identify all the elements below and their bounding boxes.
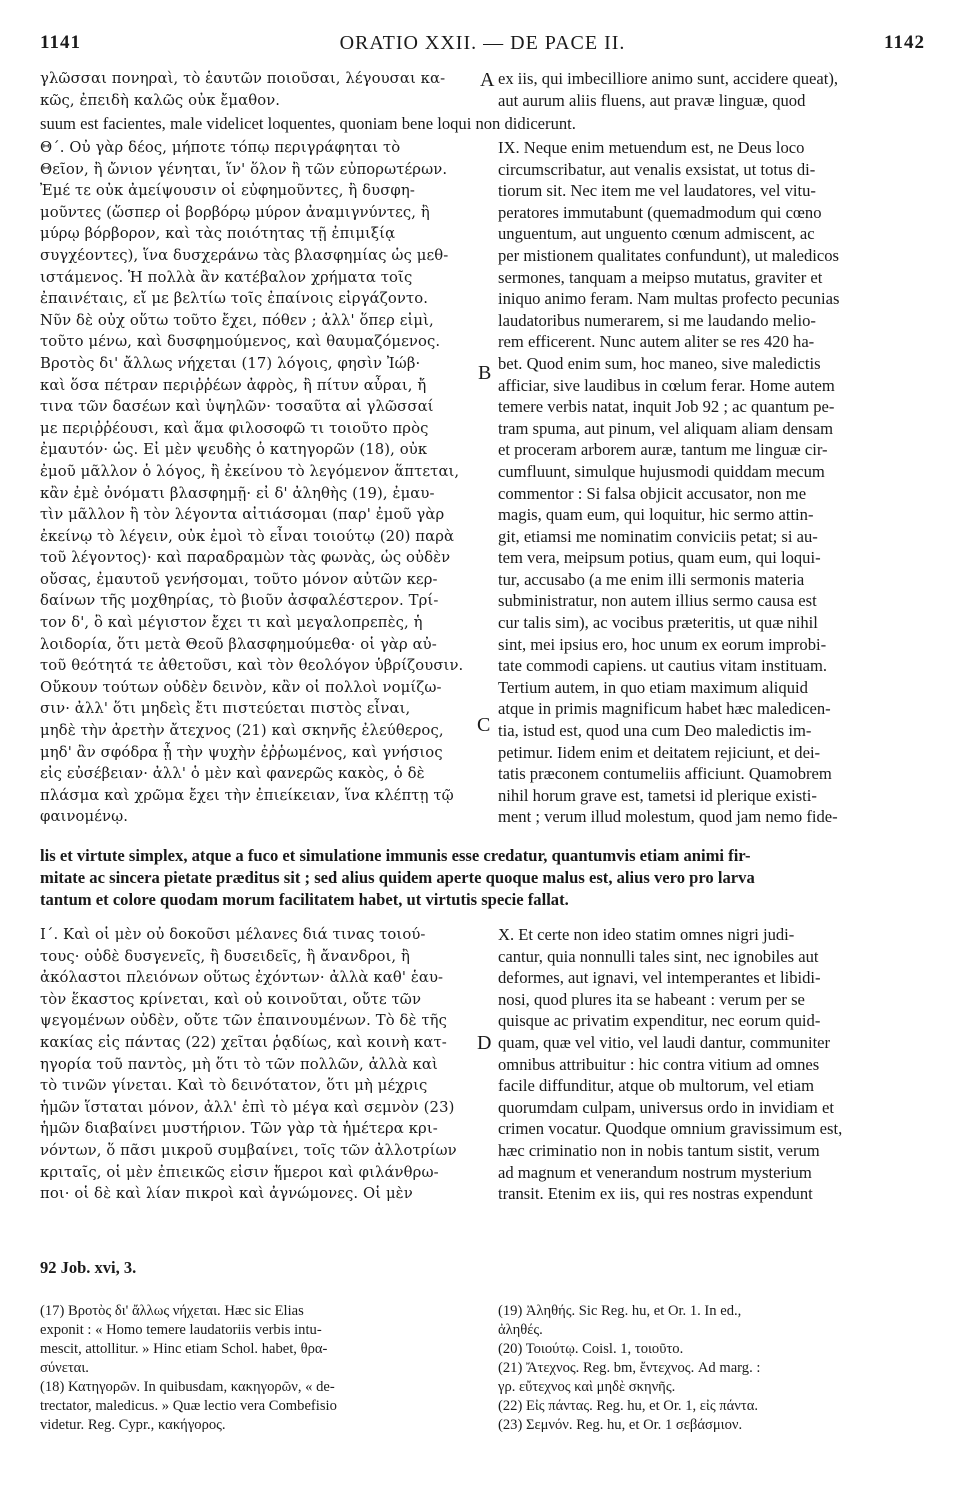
running-header [40,32,925,62]
full-width-line: mitate ac sincera pietate præditus sit ; sed alius quidem aperte quoque malus est, alius vero pro larva [40,868,755,887]
full-width-line: lis et virtute simplex, atque a fuco et simulatione immunis esse credatur, quantumvis etiam animi fir- [40,846,751,865]
latin-line: subministratur, non autem illius sermo causa est [498,591,817,611]
greek-column-main [40,137,480,837]
note-line: mescit, attollitur. » Hinc etiam Schol. habet, θρα- [40,1341,328,1357]
latin-line: et proceram arborem auræ, tantum me linguæ cir- [498,440,828,460]
full-width-line: tantum et colore quodam morum facilitatem habet, ut virtutis specie fallat. [40,890,569,909]
greek-line: τοῦτο μένω, καὶ δυσφημούμενος, καὶ θαυμαζόμενος. [40,333,441,351]
greek-line: κριταῖς, οἱ μὲν ἐπιεικῶς εἰσιν ἥμεροι καὶ φιλάνθρω- [40,1163,439,1181]
greek-line: Θ΄. Οὐ γὰρ δέος, μήποτε τόπῳ περιγράφηται τὸ [40,139,401,156]
greek-line: τοῦ θεότητά τε ἀθετοῦσι, καὶ τὸν θεολόγον ὑβρίζουσιν. [40,657,464,675]
greek-line: ηγορία τοῦ παντὸς, μὴ ὅτι τὸ τῶν πολλῶν, ἀλλὰ καὶ [40,1055,438,1073]
notes-left [40,1302,480,1452]
latin-line: laudatoribus numerarem, si me laudando melio- [498,310,816,330]
running-title: ORATIO XXII. — DE PACE II. [339,32,626,54]
latin-line: magis, quam eum, qui loquitur, hic sermo attin- [498,505,814,525]
note-line: γρ. εὔτεχνος καὶ μηδὲ σκηνῆς. [498,1379,676,1395]
greek-line: Νῦν δὲ οὐχ οὕτω τοῦτο ἔχει, πόθεν ; ἀλλ' ὅπερ εἰμὶ, [40,311,434,329]
latin-line: unguentum, aut unguento cœnum admiscent, ac [498,224,815,244]
greek-line: ἐπαινέταις, εἴ με βελτίω τοῖς ἐπαίνοις εἰργάζοντο. [40,290,429,308]
greek-line: καὶ ὅσα πέτραν περιῤῥέων ἀφρὸς, ἢ πίτυν αὖραι, ἤ [40,376,427,394]
latin-line: transit. Etenim ex iis, qui res nostras expendunt [498,1184,813,1204]
latin-line: sint, mei ipsius ero, hoc unum ex eorum improbi- [498,634,827,654]
latin-line: tem vera, meipsum potius, quam eum, qui loqui- [498,548,821,568]
section-marker-b: B [478,362,492,384]
greek-line: κῶς, ἐπειδὴ καλῶς οὐκ ἔμαθον. [40,91,281,109]
latin-column-lower [498,924,935,1214]
greek-column-top [40,68,475,111]
latin-line: cantur, quia nonnulli tales sint, nec ignobiles aut [498,946,819,966]
greek-line: ἡμῶν διαβαίνει μυστήριον. Τῶν γὰρ τὰ ἡμέτερα κρι- [40,1120,438,1138]
page-number-right: 1142 [884,32,925,53]
latin-line: quam, quæ vel vitio, vel laudi dantur, communiter [498,1032,831,1052]
latin-line: IX. Neque enim metuendum est, ne Deus loco [498,138,805,157]
latin-line: git, etiamsi me nominatim conviciis petat; si au- [498,526,818,546]
greek-line: ἐκείνῳ τὸ λέγειν, οὐκ ἐμοὶ τὸ εἶναι τοιούτῳ (20) παρὰ [40,527,455,545]
latin-line: tur, accusabo (a me enim illi sermonis materia [498,569,805,589]
latin-line: afficiar, sive laudibus in cœlum ferar. Home autem [498,375,835,395]
note-line: ἀληθές. [498,1322,543,1338]
greek-line: Ἐμέ τε οὐκ ἀμείψουσιν οἱ εὐφημοῦντες, ἢ δυσφη- [40,182,415,200]
greek-line: Βροτὸς δι' ἄλλως νήχεται (17) λόγοις, φησὶν Ἰώβ· [40,354,421,372]
greek-line: μοῦντες (ὥσπερ οἱ βορβόρῳ μύρον ἀναμιγνύντες, ἢ [40,203,430,221]
greek-line: ψεγομένων οὐδὲν, οὔτε τῶν ἐπαινουμένων. Τὸ δὲ τῆς [40,1012,448,1030]
greek-line: Ι΄. Καὶ οἱ μὲν οὐ δοκοῦσι μέλανες διά τινας τοιού- [40,926,426,943]
greek-line: γλῶσσαι πονηραὶ, τὸ ἑαυτῶν ποιοῦσαι, λέγουσαι κα- [40,70,446,87]
greek-line: ἡμῶν ἵσταται μόνον, ἀλλ' ἐπὶ τὸ μέγα καὶ σεμνὸν (23) [40,1098,455,1116]
greek-line: λοιδορία, ὅτι μετὰ Θεοῦ βλασφημούμεθα· οἱ γὰρ αὐ- [40,635,437,653]
scripture-reference: 92 Job. xvi, 3. [40,1258,137,1277]
full-width-continuation [40,845,935,911]
greek-line: μηδ' ἂν σφόδρα ᾖ τὴν ψυχὴν ἐῤῥωμένος, καὶ γνήσιος [40,743,443,761]
greek-line: συγχέοντες), ἵνα δυσχεράνω τὰς βλασφημίας ὡς μεθ- [40,246,449,264]
greek-line: κἂν ἐμὲ ὀνόματι βλασφημῇ· εἰ δ' ἀληθὴς (19), ἐμαυ- [40,484,435,502]
latin-line: cumfluunt, simulque hujusmodi quiddam mecum [498,461,825,481]
latin-line: tram spuma, aut pinum, vel aliquam aliam densam [498,418,834,438]
greek-line: οὔσας, ἐμαυτοῦ γενήσομαι, τοῦτο μόνον αὐτῶν κερ- [40,570,438,588]
latin-line: tiorum sit. Nec item me vel laudatores, vel vitu- [498,181,816,201]
page-number-left: 1141 [40,32,81,53]
greek-line: Οὔκουν τούτων οὐδὲν δεινὸν, κἂν οἱ πολλοὶ νομίζω- [40,678,442,696]
greek-line: τον δ', ὃ καὶ μέγιστον ἔχει τι καὶ μεγαλοπρεπὲς, ἡ [40,614,423,632]
greek-line: τους· οὐδὲ δυσγενεῖς, ἢ δυσειδεῖς, ἢ ἄνανδροι, ἢ [40,947,410,965]
latin-line: nosi, quod plures ita se habeant : verum per se [498,989,805,1009]
note-line: (18) Κατηγορῶν. In quibusdam, κακηγορῶν, « de- [40,1379,335,1395]
greek-line: τὶν μᾶλλον ἢ τὸν λέγοντα αἰτιάσομαι (παρ' ἐμοῦ γὰρ [40,506,445,524]
latin-line: quorumdam culpam, universus ordo in invidiam et [498,1097,834,1117]
note-line: (22) Εἰς πάντας. Reg. hu, et Or. 1, εἰς πάντα. [498,1398,759,1414]
greek-line: τὸ τινῶν γίνεται. Καὶ τὸ δεινότατον, ὅτι μὴ μέχρις [40,1077,428,1095]
section-marker-d: D [477,1032,492,1054]
latin-line: atque in primis magnificum habet hæc maledicen- [498,699,831,719]
section-marker-a: A [480,69,495,91]
latin-line: nihil horum grave est, tametsi id plerique existi- [498,785,817,805]
greek-line: τινα τῶν δασέων καὶ ὑψηλῶν· τοσαῦτα αἱ γλῶσσαί [40,398,434,416]
latin-line: rem efficerent. Nunc autem aliter se res 420 ha- [498,332,815,352]
latin-line: hæc criminatio non in nobis tantum sistit, verum [498,1140,820,1160]
greek-line: ἐμαυτόν· ὡς. Εἰ μὲν ψευδὴς ὁ κατηγορῶν (18), οὐκ [40,441,428,459]
latin-line: crimen vocatur. Quodque omnium gravissimum est, [498,1119,843,1139]
latin-line: Tertium autem, in quo etiam maximum aliquid [498,677,808,697]
note-line: exponit : « Homo temere laudatoriis verbis intu- [40,1322,322,1338]
greek-line: πλάσμα καὶ χρῶμα ἔχει τὴν ἐπιείκειαν, ἵνα κλέπτῃ τῷ [40,786,454,804]
latin-column-main [498,137,935,837]
latin-line: ad magnum et venerandum nostrum mysterium [498,1162,812,1182]
latin-line: facile diffunditur, atque ob multorum, vel etiam [498,1076,815,1096]
greek-line: τὸν ἕκαστος κρίνεται, καὶ οὐ κοινοῦται, οὔτε τῶν [40,990,422,1008]
latin-line: bet. Quod enim sum, hoc maneo, sive maledictis [498,353,821,373]
latin-line: peratores immutabunt (quemadmodum qui cœno [498,202,822,222]
greek-line: κακίας εἰς πάντας (22) χεῖται ῥᾳδίως, καὶ κοινὴ κατ- [40,1033,447,1051]
greek-line: ἀκόλαστοι πλειόνων οὕτως ἐχόντων· ἀλλὰ καθ' ἑαυ- [40,969,444,987]
latin-line: iniquo animo feram. Nam multas profecto pecunias [498,289,840,309]
latin-line: circumscribatur, aut venalis exsistat, ut totus di- [498,159,816,179]
note-line: σύνεται. [40,1360,89,1376]
greek-line: δαίνων τῆς μοχθηρίας, τὸ βιοῦν ἀσφαλέστερον. Τρί- [40,592,439,610]
greek-line: μηδὲ τὴν ἀρετὴν ἄτεχνος (21) καὶ σκηνῆς ἐλεύθερος, [40,722,444,740]
greek-line: ποι· οἱ δὲ καὶ λίαν πικροὶ καὶ ἀγνώμονες. Οἱ μὲν [40,1185,413,1203]
section-marker-c: C [477,714,491,736]
latin-line: deformes, aut ignavi, vel intemperantes et libidi- [498,968,821,988]
greek-line: Θεῖον, ἢ ὤνιον γένηται, ἵν' ὅλον ἢ τῶν εὐπορωτέρων. [40,160,448,178]
latin-line: sermones, tanquam a meipso mutatus, graviter et [498,267,823,287]
note-line: (20) Τοιούτῳ. Coisl. 1, τοιοῦτο. [498,1341,684,1357]
greek-column-lower [40,924,480,1214]
greek-line: σιν· ἀλλ' ὅτι μηδεὶς ἔτι πιστεύεται πιστὸς εἶναι, [40,700,411,718]
notes-right [498,1302,935,1452]
latin-line: commentor : Si falsa objicit accusator, non me [498,483,807,503]
latin-line: aut aurum aliis fluens, aut pravæ linguæ, quod [498,90,806,110]
note-line: (21) Ἄτεχνος. Reg. bm, ἔντεχνος. Ad marg. : [498,1360,761,1376]
greek-line: ἐμοῦ μᾶλλον ὁ λόγος, ἢ ἐκείνου τὸ λεγόμενον ἅπτεται, [40,462,460,480]
latin-column-top [498,68,935,111]
full-width-line: suum est facientes, male videlicet loquentes, quoniam bene loqui non didicerunt. [40,114,576,133]
greek-line: με περιῤῥέουσι, καὶ ἅμα φιλοσοφῶ τι τοιοῦτο πρὸς [40,419,429,437]
latin-line: per mistionem qualitates confundunt), ut maledicos [498,245,840,265]
latin-line: X. Et certe non ideo statim omnes nigri judi- [498,925,795,944]
greek-line: νόντων, ὅ πᾶσι μικροῦ συμβαίνει, τοῖς τῶν ἀλλοτρίων [40,1141,457,1159]
latin-line: ex iis, qui imbecilliore animo sunt, accidere queat), [498,69,839,88]
note-line: trectator, maledicus. » Quæ lectio vera Combefisio [40,1398,337,1414]
latin-line: tia, istud est, quod una cum Deo maledictis im- [498,721,812,741]
greek-line: μύρῳ βόρβορον, καὶ τὰς ποιότητας τῇ ἐπιμιξίᾳ [40,225,396,243]
latin-line: tatis præconem contumeliis afficiunt. Quamobrem [498,764,832,784]
latin-line: temere verbis natat, inquit Job 92 ; ac quantum pe- [498,397,835,417]
greek-line: φαινομένῳ. [40,808,129,826]
greek-line: εἰς εὐσέβειαν· ἀλλ' ὁ μὲν καὶ φανερῶς κακὸς, ὁ δὲ [40,765,425,783]
note-line: (17) Βροτὸς δι' ἄλλως νήχεται. Hæc sic Elias [40,1303,304,1319]
latin-line: quisque ac privatim expenditur, nec eorum quid- [498,1011,821,1031]
latin-line: omnibus attribuitur : hic contra vitium ad omnes [498,1054,820,1074]
latin-line: cur talis sim), ac vocibus præteritis, ut quæ nihil [498,613,818,633]
latin-line: tate commodi capiens. ut cautius vitam instituam. [498,656,828,676]
greek-line: τοῦ λέγοντος)· καὶ παραδραμὼν τὰς φωνὰς, ὡς οὐδὲν [40,549,451,567]
note-line: videtur. Reg. Cypr., κακήγορος. [40,1417,226,1433]
note-line: (19) Ἀληθής. Sic Reg. hu, et Or. 1. In ed., [498,1303,742,1319]
note-line: (23) Σεμνόν. Reg. hu, et Or. 1 σεβάσμιον. [498,1417,743,1433]
latin-line: petimur. Iidem enim et deitatem rejiciunt, et dei- [498,742,821,762]
greek-line: ιστάμενος. Ἡ πολλὰ ἂν κατέβαλον χρήματα τοῖς [40,268,413,286]
latin-line: ment ; verum illud molestum, quod jam nemo fide- [498,807,838,827]
